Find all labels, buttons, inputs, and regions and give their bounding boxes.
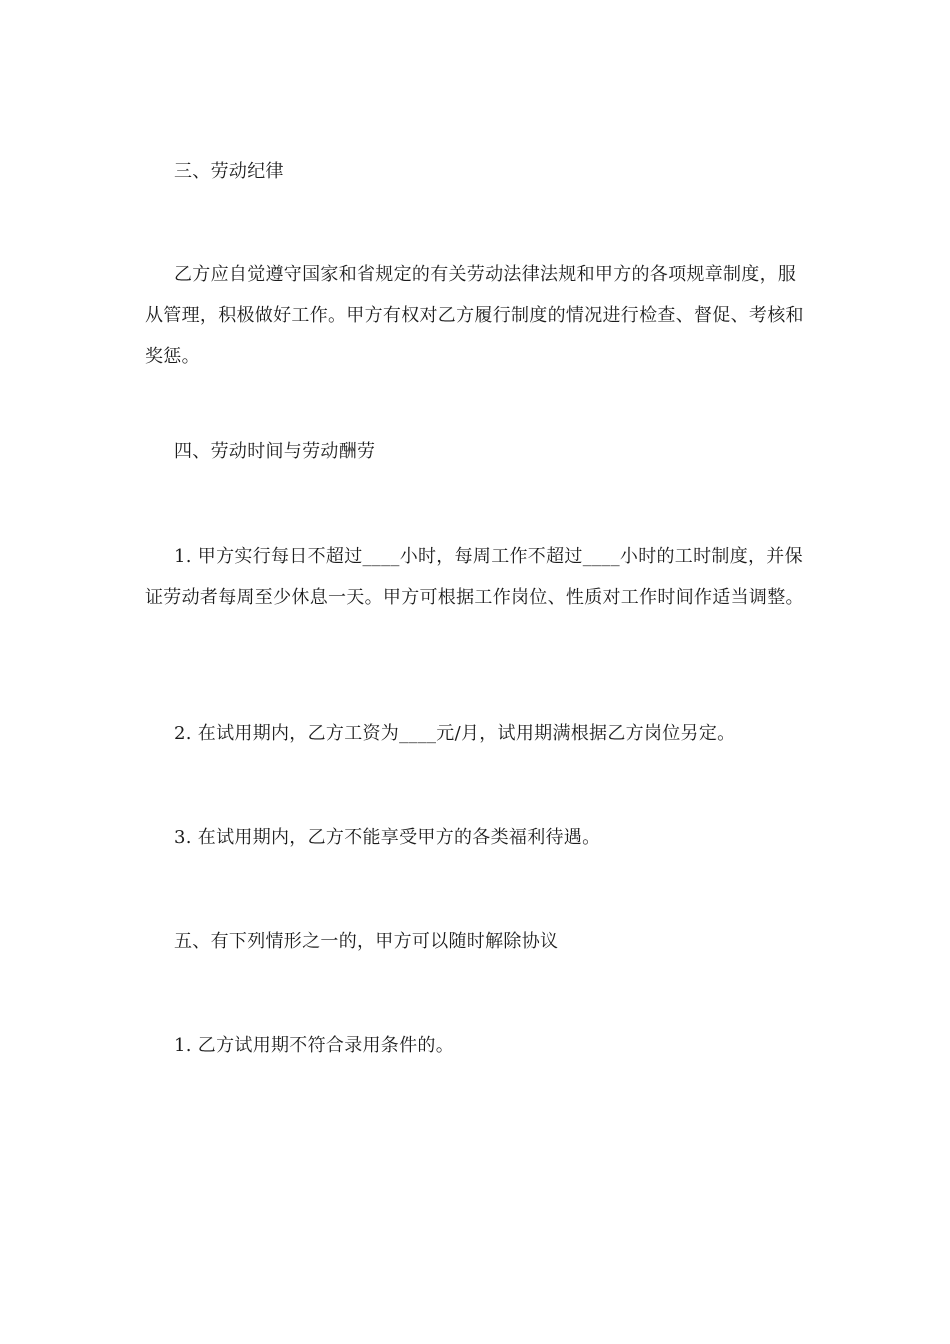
section-4-item-2: 2. 在试用期内，乙方工资为____元/月，试用期满根据乙方岗位另定。 [174,723,736,744]
section-4-heading: 四、劳动时间与劳动酬劳 [174,441,376,462]
section-5-item-1: 1. 乙方试用期不符合录用条件的。 [174,1035,454,1056]
section-3-body: 乙方应自觉遵守国家和省规定的有关劳动法律法规和甲方的各项规章制度，服从管理，积极做好工作。甲方有权对乙方履行制度的情况进行检查、督促、考核和奖惩。 [145,264,804,367]
section-5-heading: 五、有下列情形之一的，甲方可以随时解除协议 [174,931,559,952]
section-3-heading: 三、劳动纪律 [174,161,284,182]
section-4-item-3: 3. 在试用期内，乙方不能享受甲方的各类福利待遇。 [174,827,601,848]
section-4-item-1: 1. 甲方实行每日不超过____小时，每周工作不超过____小时的工时制度，并保证劳动者每周至少休息一天。甲方可根据工作岗位、性质对工作时间作适当调整。 [145,546,804,608]
